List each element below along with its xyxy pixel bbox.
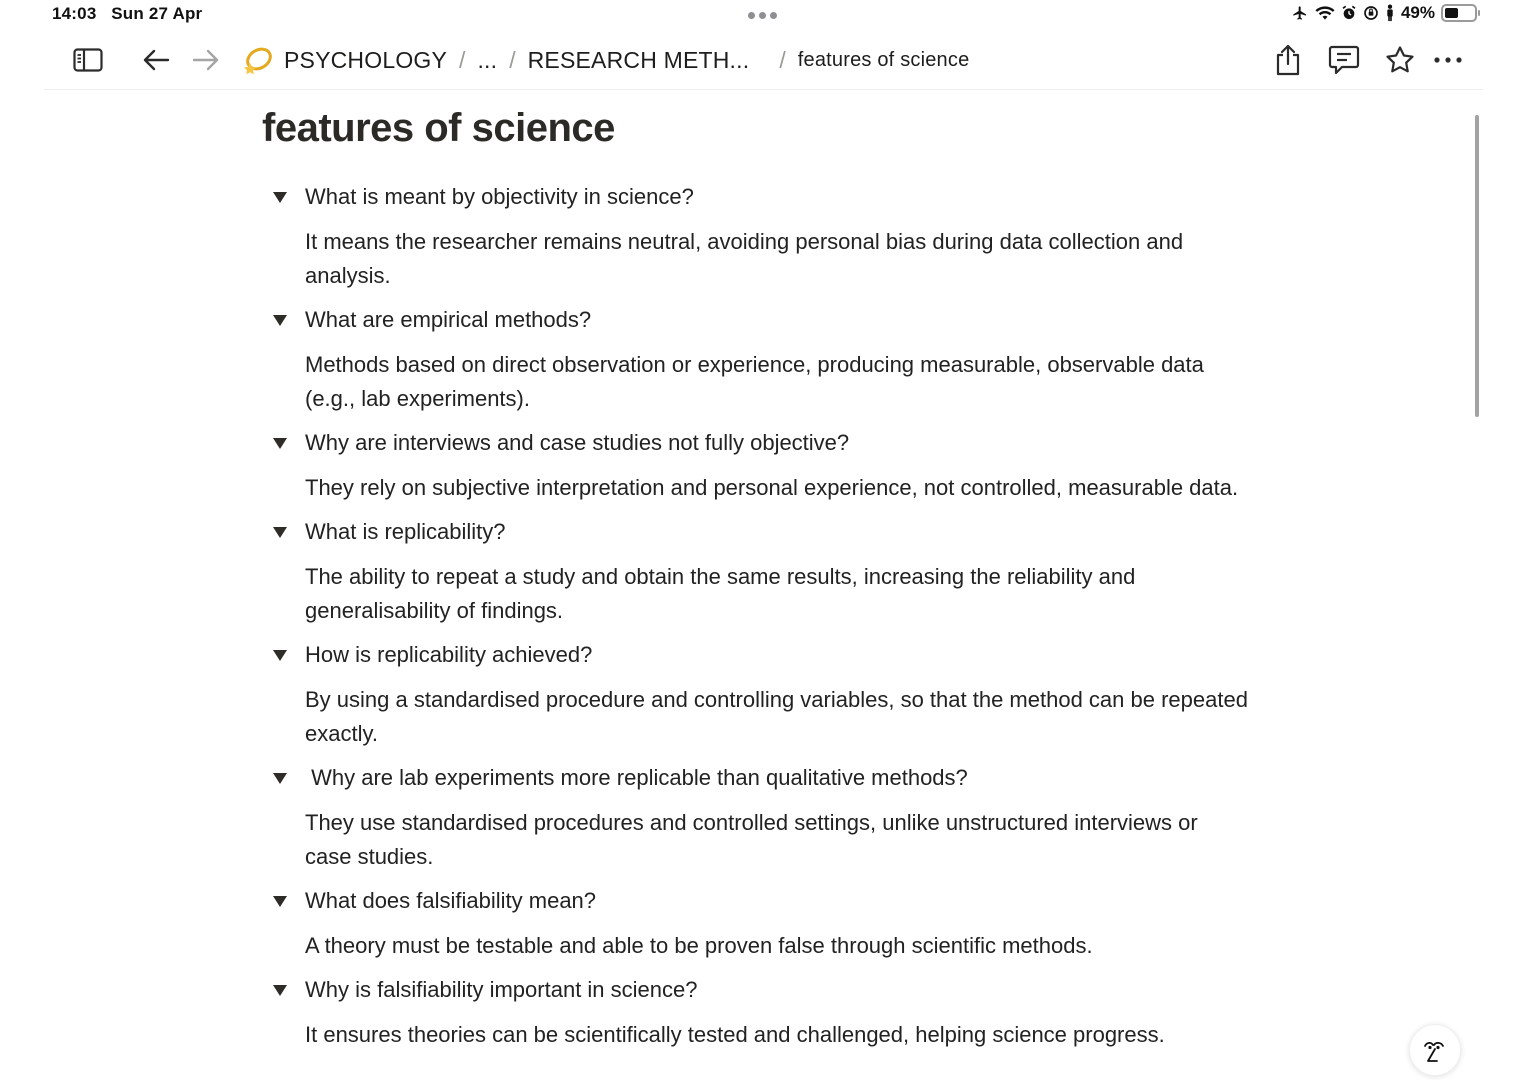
breadcrumb-psychology[interactable]: PSYCHOLOGY [284, 46, 448, 73]
more-options-icon [1433, 56, 1463, 64]
toggle-block [262, 761, 1252, 874]
toggle-block [262, 515, 1252, 628]
battery-percent: 49% [1400, 3, 1435, 22]
top-toolbar [44, 30, 1483, 90]
toggle-answer[interactable]: A theory must be testable and able to be proven false through scientific methods. [305, 933, 1093, 958]
vertical-scrollbar[interactable] [1475, 115, 1479, 417]
toggle-header[interactable] [262, 426, 1252, 460]
orientation-lock-icon [1363, 5, 1379, 21]
toggle-triangle-down-icon[interactable] [262, 761, 302, 795]
share-icon [1274, 44, 1302, 76]
toggle-triangle-down-icon[interactable] [262, 638, 302, 672]
toggle-block [262, 638, 1252, 751]
toggle-answer[interactable]: They use standardised procedures and controlled settings, unlike unstructured interviews or case studies. [305, 810, 1198, 869]
toggle-header[interactable] [262, 761, 1252, 795]
back-button[interactable] [138, 42, 174, 78]
dizzy-star-emoji-icon [240, 42, 276, 78]
breadcrumb-separator: / [779, 46, 786, 73]
toggle-triangle-down-icon[interactable] [262, 973, 302, 1007]
comment-icon [1328, 45, 1360, 75]
alarm-icon [1341, 5, 1357, 21]
toggle-block [262, 180, 1252, 293]
page-content [0, 90, 1527, 1080]
toggle-question[interactable]: How is replicability achieved? [305, 642, 593, 667]
toggle-answer[interactable]: Methods based on direct observation or experience, producing measurable, observable data (e.g., lab experiments). [305, 352, 1204, 411]
toggle-triangle-down-icon[interactable] [262, 426, 302, 460]
toggle-block [262, 426, 1252, 505]
status-bar [0, 0, 1527, 30]
toggle-list [262, 180, 1252, 1062]
toggle-question[interactable]: What does falsifiability mean? [305, 888, 597, 913]
favorite-button[interactable] [1382, 42, 1418, 78]
toggle-question[interactable]: Why are lab experiments more replicable than qualitative methods? [305, 765, 968, 790]
toggle-header[interactable] [262, 973, 1252, 1007]
toggle-triangle-down-icon[interactable] [262, 515, 302, 549]
toggle-question[interactable]: Why is falsifiability important in science? [305, 977, 698, 1002]
toggle-answer[interactable]: The ability to repeat a study and obtain the same results, increasing the reliability and generalisability of findings. [305, 564, 1136, 623]
toggle-answer[interactable]: It ensures theories can be scientifically tested and challenged, helping science progress. [305, 1022, 1165, 1047]
accessibility-icon [1385, 4, 1395, 22]
toggle-triangle-down-icon[interactable] [262, 180, 302, 214]
toggle-header[interactable] [262, 515, 1252, 549]
notion-ai-button[interactable] [1409, 1024, 1461, 1076]
more-options-button[interactable] [1430, 42, 1466, 78]
page-title[interactable]: features of science [262, 106, 615, 150]
toggle-header[interactable] [262, 180, 1252, 214]
toggle-header[interactable] [262, 638, 1252, 672]
status-indicators [1291, 3, 1477, 23]
favorite-star-icon [1385, 45, 1415, 75]
status-time-date: 14:03 Sun 27 Apr [52, 4, 203, 23]
toggle-header[interactable] [262, 884, 1252, 918]
multitasking-dots-icon[interactable] [748, 12, 777, 19]
share-button[interactable] [1270, 42, 1306, 78]
breadcrumb-research-methods[interactable]: RESEARCH METH... [527, 46, 750, 73]
sidebar-icon [73, 48, 103, 72]
toggle-block [262, 973, 1252, 1052]
notion-ai-face-icon [1420, 1035, 1450, 1065]
toggle-question[interactable]: What is replicability? [305, 519, 506, 544]
arrow-left-icon [142, 48, 170, 72]
toggle-answer[interactable]: They rely on subjective interpretation and personal experience, not controlled, measurable data. [305, 475, 1239, 500]
breadcrumb-separator: / [509, 46, 516, 73]
toggle-question[interactable]: Why are interviews and case studies not fully objective? [305, 430, 850, 455]
breadcrumb-current-page[interactable]: features of science [797, 48, 970, 71]
toggle-header[interactable] [262, 303, 1252, 337]
toggle-question[interactable]: What are empirical methods? [305, 307, 592, 332]
toggle-answer[interactable]: By using a standardised procedure and controlling variables, so that the method can be repeated exactly. [305, 687, 1248, 746]
sidebar-toggle-button[interactable] [70, 42, 106, 78]
battery-icon [1441, 4, 1477, 22]
toggle-block [262, 884, 1252, 963]
breadcrumb-ellipsis[interactable]: ... [477, 46, 498, 73]
breadcrumb [240, 30, 969, 90]
toggle-triangle-down-icon[interactable] [262, 303, 302, 337]
forward-button[interactable] [188, 42, 224, 78]
comments-button[interactable] [1326, 42, 1362, 78]
wifi-icon [1315, 5, 1335, 21]
arrow-right-icon [192, 48, 220, 72]
toggle-question[interactable]: What is meant by objectivity in science? [305, 184, 694, 209]
toggle-block [262, 303, 1252, 416]
airplane-icon [1291, 5, 1309, 21]
toggle-answer[interactable]: It means the researcher remains neutral, avoiding personal bias during data collection and analysis. [305, 229, 1184, 288]
toggle-triangle-down-icon[interactable] [262, 884, 302, 918]
breadcrumb-separator: / [459, 46, 466, 73]
